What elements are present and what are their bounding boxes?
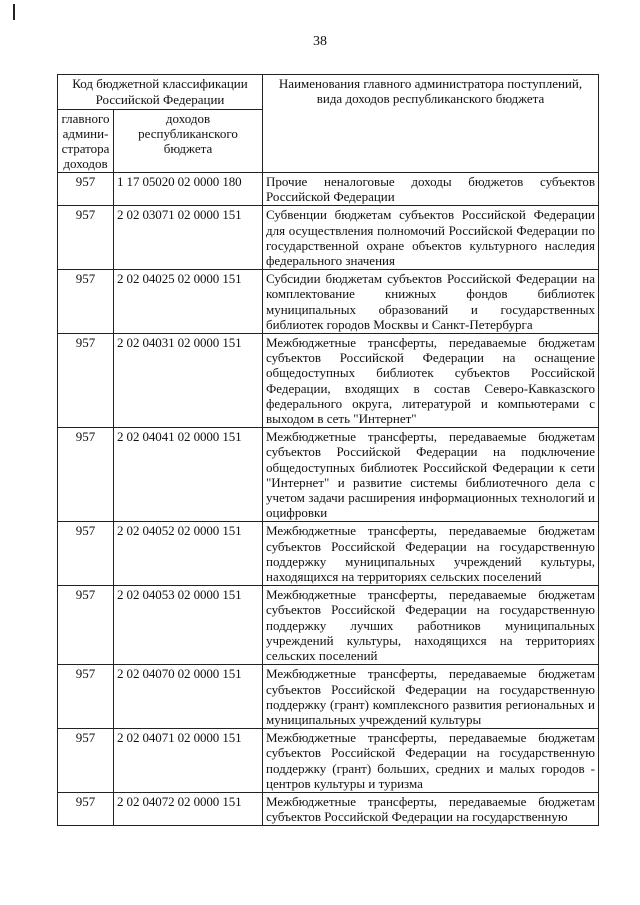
table-row bbox=[58, 270, 599, 334]
admin-code-cell: 957 bbox=[58, 173, 114, 206]
revenue-name-cell: Межбюджетные трансферты, передаваемые бюджетам субъектов Российской Федерации на оснащение общедоступных библиотек субъектов Российской Федерации, входящих в состав Северо-Кавказского федерального округа, литературой и компьютерами с выходом в сеть "Интернет" bbox=[263, 334, 599, 428]
revenue-code-cell: 2 02 03071 02 0000 151 bbox=[114, 206, 263, 270]
admin-code-cell: 957 bbox=[58, 522, 114, 586]
revenue-code-cell: 2 02 04041 02 0000 151 bbox=[114, 428, 263, 522]
page-edge-mark bbox=[13, 4, 15, 20]
header-name-column: Наименования главного администратора поступлений, вида доходов республиканского бюджета bbox=[263, 75, 599, 173]
table-row bbox=[58, 206, 599, 270]
revenue-code-cell: 2 02 04031 02 0000 151 bbox=[114, 334, 263, 428]
admin-code-cell: 957 bbox=[58, 270, 114, 334]
admin-code-cell: 957 bbox=[58, 586, 114, 665]
table-row bbox=[58, 665, 599, 729]
revenue-name-cell: Субсидии бюджетам субъектов Российской Федерации на комплектование книжных фондов библиотек муниципальных образований и государственных библиотек городов Москвы и Санкт-Петербурга bbox=[263, 270, 599, 334]
revenue-name-cell: Прочие неналоговые доходы бюджетов субъектов Российской Федерации bbox=[263, 173, 599, 206]
admin-code-cell: 957 bbox=[58, 665, 114, 729]
admin-code-cell: 957 bbox=[58, 729, 114, 793]
budget-classification-table bbox=[57, 74, 599, 826]
header-row-top bbox=[58, 75, 599, 110]
revenue-name-cell: Межбюджетные трансферты, передаваемые бюджетам субъектов Российской Федерации на подключение общедоступных библиотек Российской Федерации к сети "Интернет" и развитие системы библиотечного дела с учетом задачи расширения информационных технологий и оцифровки bbox=[263, 428, 599, 522]
revenue-name-cell: Межбюджетные трансферты, передаваемые бюджетам субъектов Российской Федерации на государственную поддержку муниципальных учреждений культуры, находящихся на территориях сельских поселений bbox=[263, 522, 599, 586]
admin-code-cell: 957 bbox=[58, 792, 114, 825]
revenue-name-cell: Межбюджетные трансферты, передаваемые бюджетам субъектов Российской Федерации на государственную bbox=[263, 792, 599, 825]
table-row bbox=[58, 334, 599, 428]
revenue-name-cell: Межбюджетные трансферты, передаваемые бюджетам субъектов Российской Федерации на государственную поддержку (грант) комплексного развития региональных и муниципальных учреждений культуры bbox=[263, 665, 599, 729]
page-number: 38 bbox=[313, 34, 327, 49]
table-row bbox=[58, 792, 599, 825]
revenue-code-cell: 2 02 04070 02 0000 151 bbox=[114, 665, 263, 729]
revenue-code-cell: 2 02 04072 02 0000 151 bbox=[114, 792, 263, 825]
revenue-code-cell: 2 02 04052 02 0000 151 bbox=[114, 522, 263, 586]
admin-code-cell: 957 bbox=[58, 428, 114, 522]
header-revenue-column: доходов республиканского бюджета bbox=[114, 110, 263, 173]
header-group-title: Код бюджетной классификации Российской Федерации bbox=[58, 75, 263, 110]
table-row bbox=[58, 586, 599, 665]
revenue-name-cell: Межбюджетные трансферты, передаваемые бюджетам субъектов Российской Федерации на государственную поддержку лучших работников муниципальных учреждений культуры, находящихся на территориях сельских поселений bbox=[263, 586, 599, 665]
admin-code-cell: 957 bbox=[58, 334, 114, 428]
table-row bbox=[58, 173, 599, 206]
table-row bbox=[58, 428, 599, 522]
admin-code-cell: 957 bbox=[58, 206, 114, 270]
revenue-name-cell: Межбюджетные трансферты, передаваемые бюджетам субъектов Российской Федерации на государственную поддержку (грант) больших, средних и малых городов - центров культуры и туризма bbox=[263, 729, 599, 793]
table-row bbox=[58, 729, 599, 793]
table-row bbox=[58, 522, 599, 586]
revenue-code-cell: 2 02 04071 02 0000 151 bbox=[114, 729, 263, 793]
header-admin-column: главного админи-стратора доходов bbox=[58, 110, 114, 173]
revenue-name-cell: Субвенции бюджетам субъектов Российской Федерации для осуществления полномочий Российской Федерации по государственной охране объектов культурного наследия федерального значения bbox=[263, 206, 599, 270]
revenue-code-cell: 2 02 04025 02 0000 151 bbox=[114, 270, 263, 334]
revenue-code-cell: 2 02 04053 02 0000 151 bbox=[114, 586, 263, 665]
revenue-code-cell: 1 17 05020 02 0000 180 bbox=[114, 173, 263, 206]
